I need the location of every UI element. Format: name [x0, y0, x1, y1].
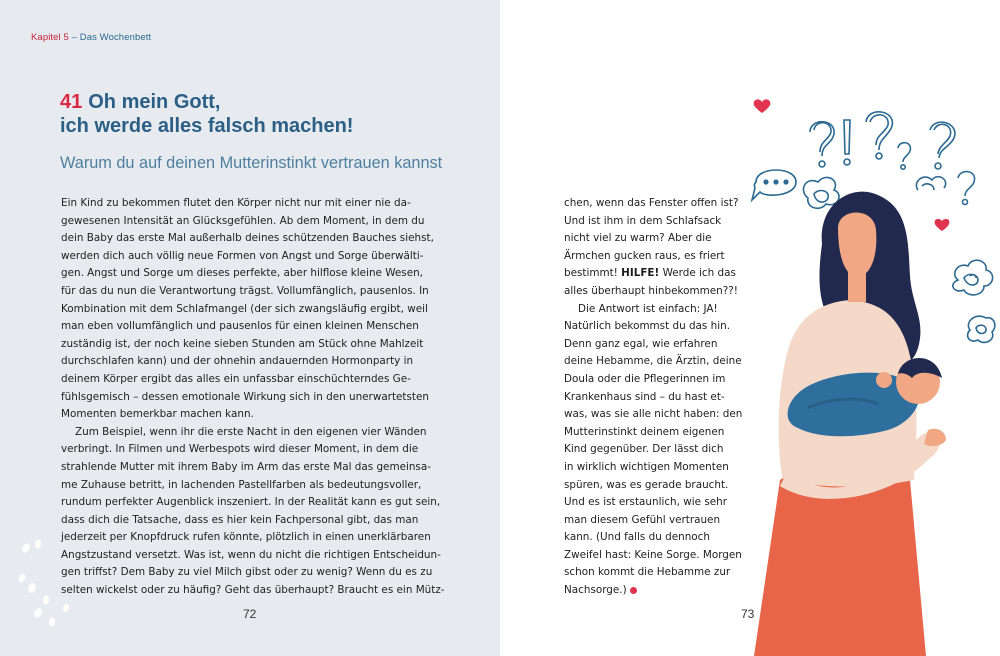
- exclamation-icon: [844, 120, 850, 154]
- page-number-right: 73: [741, 607, 755, 621]
- text-line: alles überhaupt hinbekommen??!: [564, 284, 738, 297]
- deco-dot: [27, 582, 37, 594]
- baby-hand: [876, 372, 892, 388]
- text-line: Mutterinstinkt deinem eigenen: [564, 425, 725, 438]
- speech-bubble-icon: [752, 170, 796, 200]
- chapter-subtitle: Warum du auf deinen Mutterinstinkt vertrauen kannst: [60, 154, 443, 172]
- text-line: man diesem Gefühl vertrauen: [564, 513, 721, 526]
- text-line: verbringt. In Filmen und Werbespots wird dieser Moment, in dem die: [61, 443, 419, 456]
- chapter-title: [60, 90, 480, 138]
- text-line: Kind gegenüber. Der lässt dich: [564, 443, 724, 456]
- text-line: Ärmchen gucken raus, es friert: [564, 249, 725, 262]
- left-column-text: [61, 195, 464, 600]
- text-line: gen triffst? Dem Baby zu viel Milch gibst oder zu wenig? Wenn du es zu: [61, 566, 433, 579]
- chapter-title-line2: ich werde alles falsch machen!: [60, 115, 354, 137]
- deco-dot: [42, 595, 49, 605]
- text-line: Und es ist erstaunlich, wie sehr: [564, 496, 727, 509]
- deco-dot: [62, 603, 70, 612]
- text-line: nicht viel zu warm? Aber die: [564, 232, 712, 245]
- text-line-last: Nachsorge.): [564, 582, 724, 600]
- text-line: jederzeit per Knopfdruck rufen könnte, plötzlich in einen unerklärbaren: [61, 531, 431, 544]
- heart-icon: [935, 219, 950, 231]
- text-line: Denn ganz egal, wie erfahren: [564, 337, 718, 350]
- text-line-hilfe: bestimmt! HILFE! Werde ich das: [564, 267, 736, 280]
- text-line: in wirklich wichtigen Momenten: [564, 460, 729, 473]
- hilfe-emphasis: HILFE!: [621, 267, 660, 280]
- right-column-text: [564, 195, 743, 600]
- chapter-title-line1: Oh mein Gott,: [88, 91, 221, 113]
- scribble-icon: [803, 177, 839, 208]
- text-line: Die Antwort ist einfach: JA!: [578, 302, 718, 315]
- text-line: Ein Kind zu bekommen flutet den Körper nicht nur mit einer nie da-: [61, 197, 411, 209]
- text-line: dass dich die Tatsache, dass es hier kein Fachpersonal gibt, das man: [61, 513, 419, 526]
- text-line: gen. Angst und Sorge um dieses perfekte, aber hilflose kleine Wesen,: [61, 267, 423, 280]
- text-line: schon kommt die Hebamme zur: [564, 566, 731, 579]
- running-head: Kapitel 5 – Das Wochenbett: [31, 32, 152, 43]
- text-line: chen, wenn das Fenster offen ist?: [564, 197, 739, 209]
- text-line: Kombination mit dem Schlafmangel (der sich zwangsläufig ergibt, weil: [61, 302, 428, 315]
- text-line: werden dich auch völlig neue Formen von Angst und Sorge überwälti-: [61, 249, 424, 262]
- text-line: deinem Körper ergibt das alles ein unfassbar einschüchterndes Ge-: [61, 372, 411, 385]
- deco-dot: [48, 617, 56, 627]
- text-line: Momenten bemerkbar machen kann.: [61, 408, 254, 421]
- question-mark-icon: [930, 122, 955, 158]
- text-line: durchschlafen kann) und der ohnehin andauernden Hormonparty in: [61, 355, 414, 368]
- text-line: Und ist ihm in dem Schlafsack: [564, 214, 722, 227]
- scribble-icon: [953, 260, 993, 295]
- text-line: Angstzustand versetzt. Was ist, wenn du nicht die richtigen Entscheidun-: [61, 548, 441, 561]
- question-mark-icon: [898, 143, 910, 162]
- scribble-icon: [968, 316, 995, 342]
- chapter-number: 41: [60, 91, 83, 113]
- text-line: Krankenhaus sind – du hast et-: [564, 390, 725, 403]
- text-line: Zum Beispiel, wenn ihr die erste Nacht in den eigenen vier Wänden: [75, 425, 427, 438]
- text-line: strahlende Mutter mit ihrem Baby im Arm das erste Mal das gemeinsa-: [61, 460, 431, 473]
- text-line: dein Baby das erste Mal außerhalb deines schützenden Bauches siehst,: [61, 232, 434, 245]
- text-line: man eben vollumfänglich und pausenlos für einen kleinen Menschen: [61, 320, 419, 333]
- text-line: fühlsgemisch – dessen emotionale Wirkung sich in den unerwartetsten: [61, 390, 429, 403]
- text-line: me Zuhause betritt, in lachenden Pastellfarben als bedeutungsvoller,: [61, 478, 422, 491]
- text-line: deine Hebamme, die Ärztin, deine: [564, 355, 742, 368]
- text-line: für das du nun die Verantwortung trägst. Vollumfänglich, pausenlos. In: [61, 284, 429, 297]
- question-mark-icon: [958, 172, 975, 196]
- text-line: gewesenen Intensität an Glücksgefühlen. Ab dem Moment, in dem du: [61, 214, 425, 227]
- deco-dot: [33, 607, 44, 619]
- text-line: was, was sie alle nicht haben: den: [564, 408, 743, 421]
- text-line: kann. (Und falls du dennoch: [564, 531, 710, 544]
- text-line: rundum perfekter Augenblick inszeniert. In der Realität kann es gut sein,: [61, 496, 441, 509]
- end-mark-icon: [630, 587, 637, 594]
- page-number-left: 72: [243, 607, 257, 621]
- text-line: spüren, was es gerade braucht.: [564, 478, 729, 491]
- text-line: selten wickelst oder zu häufig? Geht das überhaupt? Braucht es ein Mütz-: [61, 584, 445, 597]
- text-line: Natürlich bekommst du das hin.: [564, 320, 730, 333]
- deco-dot: [34, 539, 42, 549]
- skirt: [754, 473, 926, 656]
- deco-dot: [21, 542, 32, 554]
- text-line: zuständig ist, der noch keine sieben Stunden am Stück ohne Mahlzeit: [61, 337, 424, 350]
- mother-baby-illustration: [748, 90, 1000, 656]
- text-line: Doula oder die Pflegerinnen im: [564, 372, 726, 385]
- text-line: Zweifel hast: Keine Sorge. Morgen: [564, 548, 742, 561]
- neck: [848, 270, 866, 302]
- question-mark-icon: [866, 112, 892, 150]
- heart-icon: [754, 99, 771, 113]
- deco-dot: [17, 573, 27, 584]
